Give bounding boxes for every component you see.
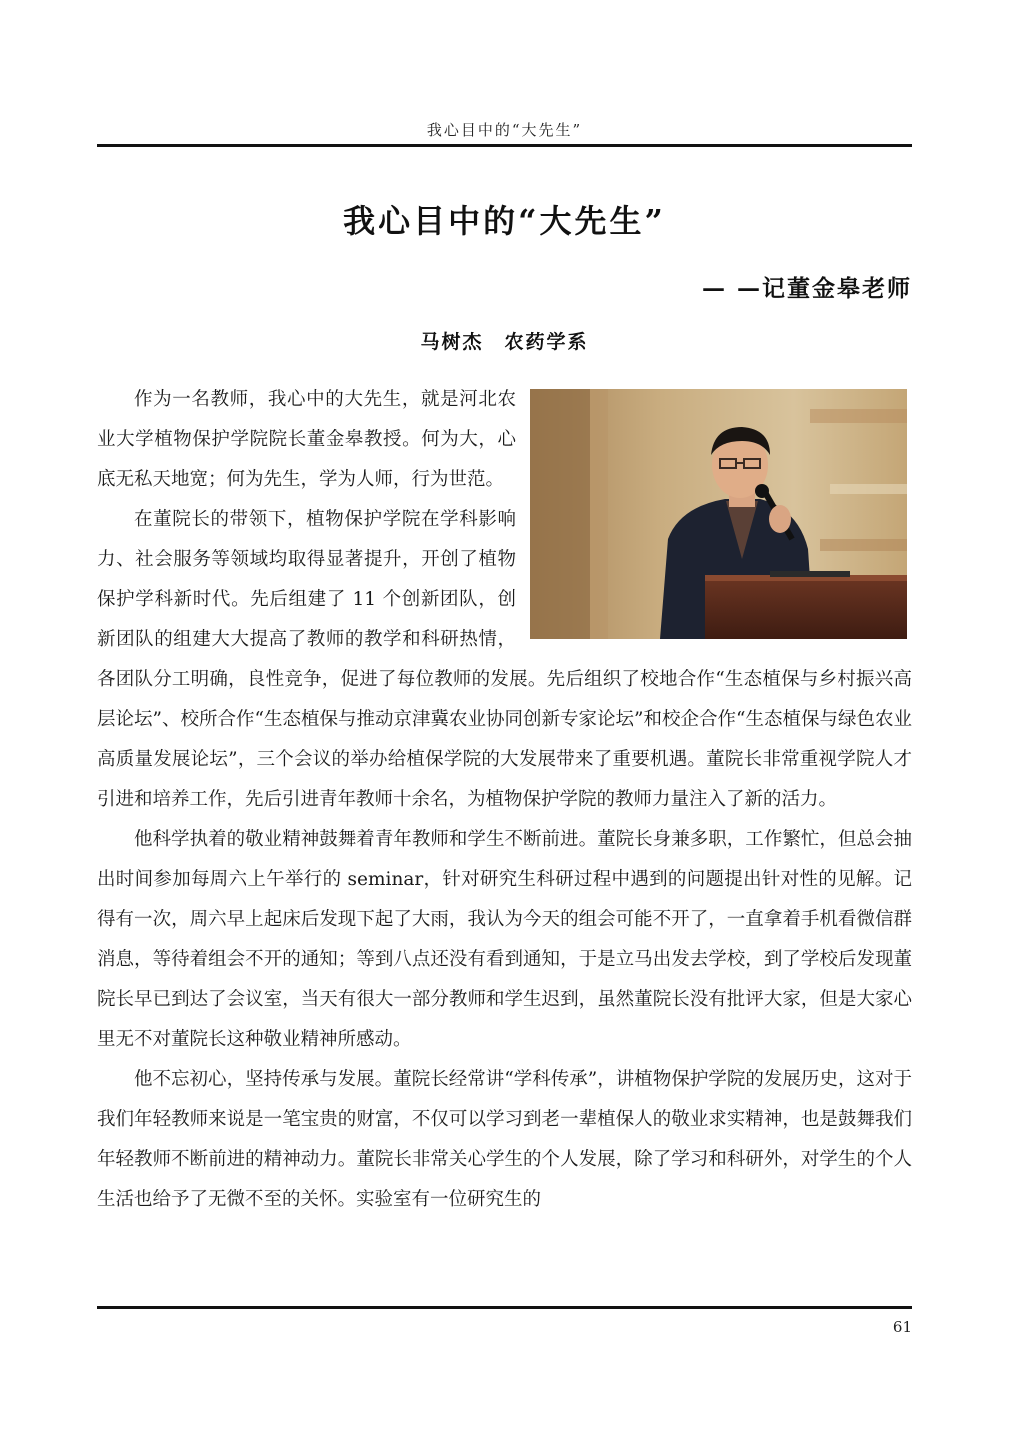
header-rule — [97, 144, 912, 147]
author-byline: 马树杰 农药学系 — [420, 331, 589, 353]
article-title: 我心目中的“大先生” — [343, 202, 666, 240]
paragraph-1: 作为一名教师，我心中的大先生，就是河北农业大学植物保护学院院长董金皋教授。何为大，心底无私天地宽；何为先生，学为人师，行为世范。 — [97, 389, 516, 490]
paragraph-2: 在董院长的带领下，植物保护学院在学科影响力、社会服务等领域均取得显著提升，开创了植物保护学科新时代。先后组建了 11 个创新团队，创新团队的组建大大提高了教师的教学和科研热情，各团队分工明确，良性竞争，促进了每位教师的发展。先后组织了校地合作“生态植保与乡村振兴高层论坛”、校所合作“生态植保与推动京津冀农业协同创新专家论坛”和校企合作“生态植保与绿色农业高质量发展论坛”，三个会议的举办给植保学院的大发展带来了重要机遇。董院长非常重视学院人才引进和培养工作，先后引进青年教师十余名，为植物保护学院的教师力量注入了新的活力。 — [97, 509, 912, 810]
footer-rule — [97, 1306, 912, 1309]
article-body — [97, 380, 912, 1220]
running-header: 我心目中的“大先生” — [426, 121, 583, 139]
article-subtitle: — —记董金皋老师 — [701, 275, 912, 302]
photo-spacer — [516, 380, 912, 650]
page-number: 61 — [892, 1318, 912, 1336]
paragraph-4: 他不忘初心，坚持传承与发展。董院长经常讲“学科传承”，讲植物保护学院的发展历史，这对于我们年轻教师来说是一笔宝贵的财富，不仅可以学习到老一辈植保人的敬业求实精神，也是鼓舞我们年轻教师不断前进的精神动力。董院长非常关心学生的个人发展，除了学习和科研外，对学生的个人生活也给予了无微不至的关怀。实验室有一位研究生的 — [97, 1069, 912, 1210]
paragraph-3: 他科学执着的敬业精神鼓舞着青年教师和学生不断前进。董院长身兼多职，工作繁忙，但总会抽出时间参加每周六上午举行的 seminar，针对研究生科研过程中遇到的问题提出针对性的见解。记得有一次，周六早上起床后发现下起了大雨，我认为今天的组会可能不开了，一直拿着手机看微信群消息，等待着组会不开的通知；等到八点还没有看到通知，于是立马出发去学校，到了学校后发现董院长早已到达了会议室，当天有很大一部分教师和学生迟到，虽然董院长没有批评大家，但是大家心里无不对董院长这种敬业精神所感动。 — [97, 829, 912, 1050]
